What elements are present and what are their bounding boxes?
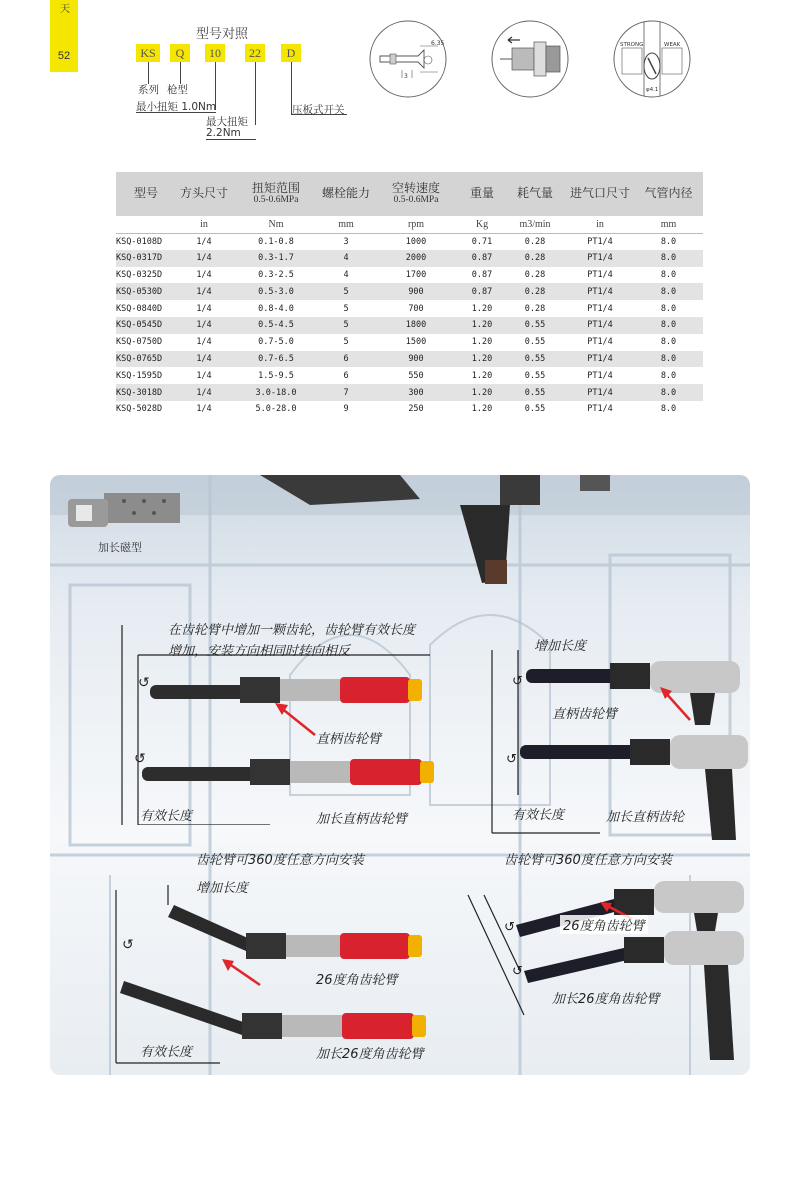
table-cell: 0.28 [524,269,546,280]
table-cell: 0.3-2.5 [258,269,294,280]
table-cell: 5 [343,303,349,314]
table-cell: PT1/4 [587,370,613,381]
table-cell: KSQ-0530D [116,283,176,300]
table-cell: 0.28 [504,250,566,267]
table-cell: 1.5-9.5 [258,370,294,381]
table-cell: PT1/4 [566,384,634,401]
label-max-torque-value: 2.2Nm [206,127,241,139]
header-weight: 重量 [460,172,504,216]
pistol-angle-arm-tools-image [464,875,750,1075]
spec-table-body [116,233,703,418]
model-code-title: 型号对照 [196,27,249,42]
table-row [116,233,703,250]
table-cell: KSQ-0765D [116,351,176,368]
table-cell: 550 [408,370,424,381]
svg-text:↺: ↺ [506,752,517,767]
page-number: 52 [57,50,71,62]
table-cell: KSQ-3018D [116,384,176,401]
extended-angle-arm-label: 加长26度角齿轮臂 [316,1047,424,1062]
table-cell: 0.28 [504,283,566,300]
pistol-tool-top-image [250,475,630,590]
header-hose-diameter: 气管内径 [634,172,703,216]
table-cell: 8.0 [660,303,677,314]
spec-table [116,172,703,418]
weak-label: WEAK [664,42,681,48]
table-cell: 0.87 [460,250,504,267]
table-cell: 700 [408,303,424,314]
table-cell: KSQ-0317D [116,250,176,267]
table-cell: 1.20 [471,404,493,415]
table-row [116,250,703,267]
label-min-torque: 最小扭矩 1.0Nm [136,101,217,113]
unit-cell: Nm [232,216,320,233]
table-cell: 1/4 [176,250,232,267]
table-cell: PT1/4 [566,283,634,300]
table-cell: 0.5-3.0 [232,283,320,300]
unit-cell: mm [320,216,372,233]
table-cell: 250 [408,404,424,415]
table-cell: 4 [343,269,349,280]
table-cell: KSQ-1595D [116,370,163,381]
header-free-speed: 空转速度 0.5-0.6MPa [372,172,460,216]
extended-straight-arm-label: 加长直柄齿轮臂 [316,812,408,827]
table-cell: 3 [343,236,349,247]
angle-arm-label: 26度角齿轮臂 [316,973,398,988]
table-cell: 8.0 [660,269,677,280]
note-line-2: 增加，安装方向相同时转向相反 [168,644,351,659]
table-cell: 1.20 [471,370,493,381]
unit-cell: Kg [460,216,504,233]
magnet-socket-image [64,485,184,535]
table-row [116,367,703,384]
connector-line [255,62,256,125]
table-cell: 0.1-0.8 [258,236,294,247]
chuck-diagram [490,18,572,100]
rotate-note-right: 齿轮臂可360度任意方向安装 [504,853,672,868]
table-cell: 0.87 [471,269,493,280]
table-cell: 1/4 [176,351,232,368]
table-cell: 1/4 [196,236,212,247]
table-cell: 3.0-18.0 [232,384,320,401]
code-box-max-torque: 22 [245,44,265,62]
table-cell: 6 [343,370,349,381]
straight-arm-label: 直柄齿轮臂 [316,732,382,747]
table-cell: 0.71 [471,236,493,247]
spec-header-row [116,172,703,216]
table-cell: 5 [343,337,349,348]
table-cell: 1500 [405,337,427,348]
connector-line [148,62,149,84]
table-cell: 1700 [405,269,427,280]
spec-unit-row [116,216,703,233]
unit-cell: in [176,216,232,233]
dim-label-b: 3 [404,73,408,80]
effective-length-bottom-label: 有效长度 [140,1045,193,1060]
table-row [116,401,703,418]
table-cell: 1/4 [176,384,232,401]
table-cell: 8.0 [634,283,703,300]
table-cell: 8.0 [660,236,677,247]
table-row [116,317,703,334]
table-cell: 4 [320,250,372,267]
page-tab-mark: 天 [60,4,70,15]
straight-arm-right-label: 直柄齿轮臂 [552,707,618,722]
header-air-consumption: 耗气量 [504,172,566,216]
table-cell: 8.0 [634,250,703,267]
extended-straight-arm-right-label: 加长直柄齿轮 [606,810,685,825]
svg-text:↺: ↺ [504,920,515,935]
table-cell: 900 [372,351,460,368]
header-square-drive: 方头尺寸 [176,172,232,216]
table-cell: 6 [320,351,372,368]
bit-dimension-diagram [368,18,450,100]
table-cell: PT1/4 [587,337,613,348]
code-box-series: KS [136,44,160,62]
dim-label-a: 6.35 [431,40,445,47]
table-cell: PT1/4 [587,236,613,247]
table-cell: PT1/4 [566,317,634,334]
increase-length-label: 增加长度 [534,639,587,654]
svg-text:↺: ↺ [122,937,134,953]
table-row [116,300,703,317]
svg-text:↺: ↺ [512,674,523,689]
label-switch: 压板式开关 [292,104,345,116]
table-cell: KSQ-0840D [116,303,163,314]
table-cell: 8.0 [660,370,677,381]
table-cell: 8.0 [634,351,703,368]
unit-cell [116,216,176,233]
header-torque-range: 扭矩范围 0.5-0.6MPa [232,172,320,216]
dim-label-c: φ4.1 [646,87,659,93]
strong-weak-diagram [612,18,694,100]
header-air-inlet: 进气口尺寸 [566,172,634,216]
label-max-torque-title: 最大扭矩 [206,116,248,128]
header-bolt-capacity: 螺栓能力 [320,172,372,216]
table-row [116,283,703,300]
table-cell: 1/4 [196,303,212,314]
table-cell: 8.0 [634,384,703,401]
table-cell: 0.55 [524,404,546,415]
table-cell: 0.7-5.0 [258,337,294,348]
table-cell: 1/4 [176,317,232,334]
table-cell: 0.87 [460,283,504,300]
unit-cell: rpm [372,216,460,233]
svg-text:↺: ↺ [134,751,146,767]
table-row [116,267,703,284]
table-cell: 1/4 [196,269,212,280]
table-cell: 5 [320,317,372,334]
table-cell: 300 [372,384,460,401]
table-row [116,351,703,368]
extended-angle-arm-right-label: 加长26度角齿轮臂 [552,992,660,1007]
connector-line [206,139,256,140]
table-cell: 0.28 [524,303,546,314]
code-box-gun-type: Q [170,44,190,62]
table-cell: 8.0 [660,337,677,348]
unit-cell: mm [634,216,703,233]
table-cell: 1/4 [176,283,232,300]
table-cell: 0.5-4.5 [232,317,320,334]
table-cell: KSQ-5028D [116,404,163,415]
rotate-note-left: 齿轮臂可360度任意方向安装 [196,853,364,868]
table-cell: KSQ-0750D [116,337,163,348]
table-cell: 0.3-1.7 [232,250,320,267]
magnet-type-label: 加长磁型 [98,541,142,554]
table-cell: 1.20 [460,384,504,401]
table-cell: 0.55 [504,351,566,368]
table-cell: 5 [320,283,372,300]
table-cell: 0.8-4.0 [258,303,294,314]
angle-arm-right-label: 26度角齿轮臂 [560,915,648,934]
table-cell: 1.20 [460,317,504,334]
increase-length-bottom-label: 增加长度 [196,881,249,896]
table-cell: PT1/4 [587,303,613,314]
table-cell: 1/4 [196,337,212,348]
table-cell: KSQ-0108D [116,236,163,247]
table-cell: KSQ-0545D [116,317,176,334]
svg-text:↺: ↺ [138,675,150,691]
table-cell: 1.20 [471,337,493,348]
table-cell: PT1/4 [587,404,613,415]
effective-length-label: 有效长度 [140,809,193,824]
product-photo-panel [50,475,750,1075]
label-series: 系列 [138,84,159,96]
unit-cell: m3/min [504,216,566,233]
table-row [116,334,703,351]
header-model: 型号 [116,172,176,216]
code-box-switch: D [281,44,301,62]
table-cell: KSQ-0325D [116,269,163,280]
table-cell: PT1/4 [587,269,613,280]
table-cell: 2000 [372,250,460,267]
table-cell: 0.55 [524,337,546,348]
table-cell: 9 [343,404,349,415]
effective-length-right-label: 有效长度 [512,808,565,823]
table-cell: 0.55 [504,384,566,401]
table-cell: 1.20 [460,351,504,368]
table-cell: 1/4 [196,404,212,415]
page-tab [50,0,78,72]
table-cell: 0.28 [524,236,546,247]
table-cell: 0.7-6.5 [232,351,320,368]
svg-text:↺: ↺ [512,964,523,979]
table-cell: 0.55 [524,370,546,381]
table-cell: 7 [320,384,372,401]
table-cell: PT1/4 [566,250,634,267]
label-gun-type: 枪型 [167,84,188,96]
table-cell: PT1/4 [566,351,634,368]
table-row [116,384,703,401]
table-cell: 1.20 [471,303,493,314]
table-cell: 5.0-28.0 [255,404,297,415]
strong-label: STRONG [620,42,644,48]
unit-cell: in [566,216,634,233]
connector-line [180,62,181,84]
table-cell: 1/4 [196,370,212,381]
table-cell: 0.55 [504,317,566,334]
code-box-min-torque: 10 [205,44,225,62]
table-cell: 1800 [372,317,460,334]
table-cell: 900 [372,283,460,300]
note-line-1: 在齿轮臂中增加一颗齿轮，齿轮臂有效长度 [168,623,416,638]
table-cell: 8.0 [660,404,677,415]
table-cell: 8.0 [634,317,703,334]
table-cell: 1000 [405,236,427,247]
